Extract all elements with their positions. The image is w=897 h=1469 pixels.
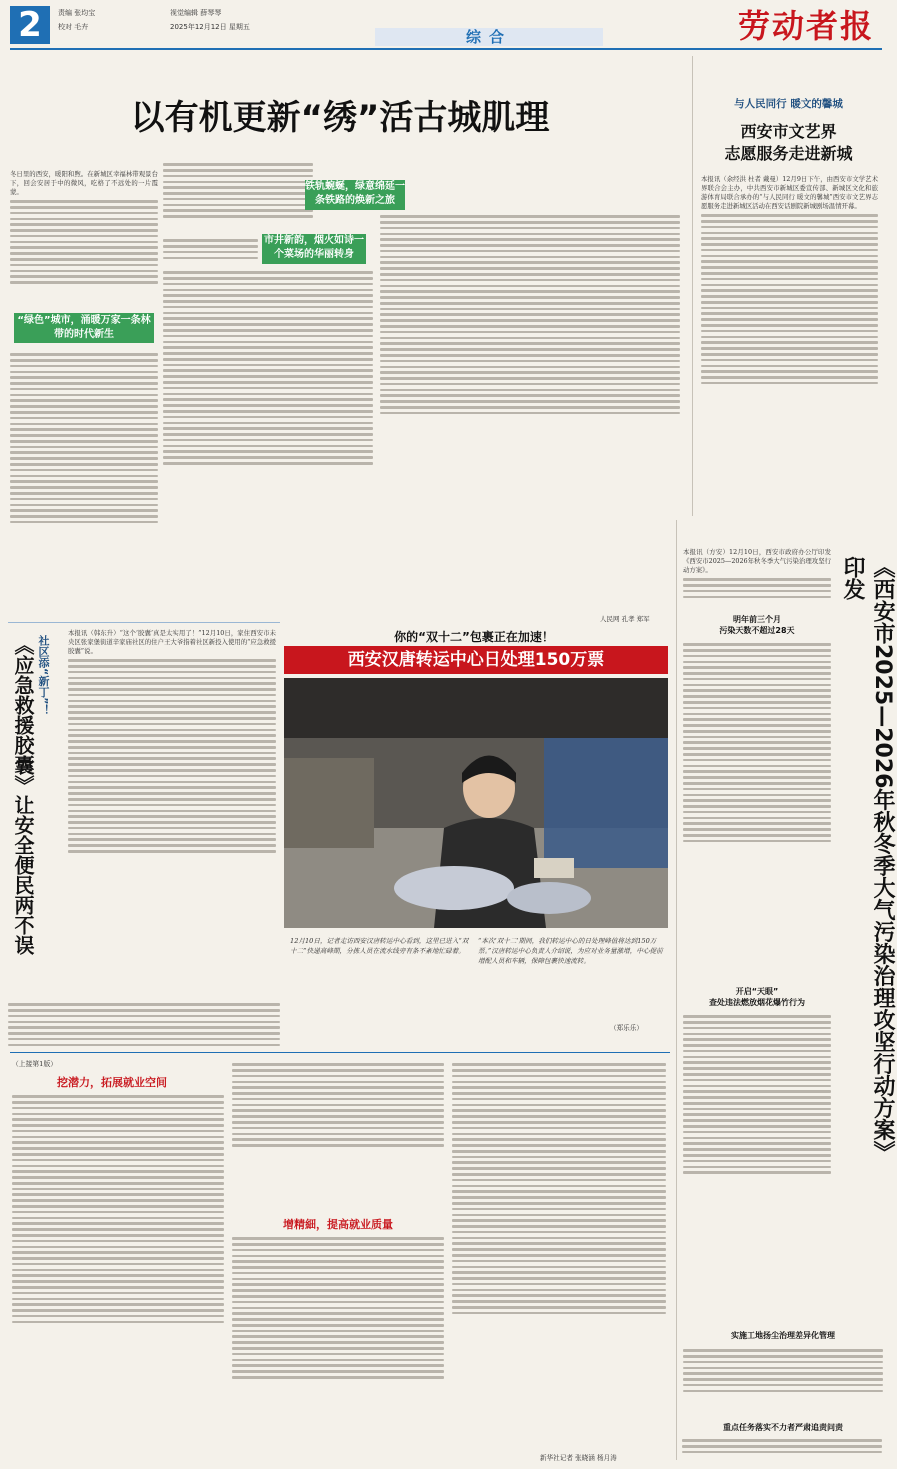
masthead-logo: 劳动者报 [737,7,874,45]
bottom-rule [10,1052,670,1053]
left-emergency-box [8,622,280,992]
air-plan-sub1: 明年前三个月 污染天数不超过28天 [719,615,795,635]
main-article-col2-top [163,160,313,230]
air-plan-body-4 [682,1436,882,1457]
volunteer-lead: 本报讯（余经洪 杜者 戴曼）12月9日下午，由西安市文学艺术界联合会主办，中共西安市新城区委宣传部、新城区文化和旅游体育局联合承办的“与人民同行 暖文的馨城”西安市文艺界志愿服务走进新城区活动在西安话剧院新城剧场温情开幕。 [701,175,878,384]
air-plan-lead: 本报讯（方安）12月10日，西安市政府办公厅印发《西安市2025—2026年秋冬季大气污染治理攻坚行动方案》。 [683,548,831,601]
volunteer-title-1: 西安市文艺界 [740,122,837,141]
subhead-forest-belt: “绿色”城市，涌暖万家一条林带的时代新生 [14,313,154,343]
header-rule [10,48,882,50]
courier-kicker: 你的“双十二”包裹正在加速！ [394,630,554,644]
employment-col3 [452,1060,666,1318]
emergency-title: 《应急救援胶囊》让安全便民两不误 [11,635,35,955]
right-air-plan-box [676,520,895,1460]
editor-credit: 责编 张均宝 [58,9,96,17]
air-plan-body-3 [683,1346,883,1395]
courier-banner: 西安汉唐转运中心日处理150万票 [284,646,668,674]
volunteer-title-2: 志愿服务走进新城 [724,144,853,163]
courier-caption-left: 12月10日，记者走访西安汉唐转运中心看到，这里已进入“双十二”快递高峰期，分拣人员在流水线旁有条不紊地忙碌着。 [290,937,469,955]
air-plan-sub3: 实施工地扬尘治理差异化管理 [731,1331,835,1340]
courier-worker-illustration [284,678,668,928]
continued-note: （上接第1版） [12,1060,58,1068]
emergency-subtitle: 社区添“新丁”！ [37,635,50,716]
subhead-market: 市井新韵，烟火如诗一个菜场的华丽转身 [262,234,366,264]
right-top-box [692,56,884,516]
section-label: 综合 [375,28,603,46]
emergency-body-bottom [8,1000,280,1049]
employment-sub2: 增精細，提高就业质量 [283,1218,393,1231]
main-article-col2-body [163,268,373,468]
main-article-col3-body [380,212,680,418]
employment-sub1: 挖潜力，拓展就业空间 [57,1076,167,1089]
main-article-intro: 冬日里的西安，暖阳和煦。在新城区幸福林带观景台下，回会安居于中的微风，吃格了不远处的一片霞蒙。 [10,170,158,287]
main-article-col1-body [10,350,158,527]
page-number: 2 [10,6,50,44]
employment-col1 [12,1092,224,1326]
main-article-col2-side [163,236,258,262]
main-headline: 以有机更新“绣”活古城肌理 [130,98,550,138]
courier-caption-right: “本次‘双十二’期间，我们转运中心的日处理峰值将达到150万票。”汉唐转运中心负责人介绍说，为应对业务量激增，中心提前增配人员和车辆，保障包裹快速流转。 [478,937,663,965]
courier-photo [284,678,668,928]
issue-date: 2025年12月12日 星期五 [170,23,250,31]
air-plan-sub4: 重点任务落实不力者严肃追责问责 [723,1423,843,1432]
visual-credit: 视觉编辑 薛琴琴 [170,9,222,17]
air-plan-sub2: 开启“天眼” 查处违法燃放烟花爆竹行为 [709,987,805,1007]
employment-col2-bottom [232,1234,444,1382]
employment-col2-top [232,1060,444,1150]
main-article-byline: 人民网 孔孝 郑军 [600,615,650,623]
air-plan-body-1 [683,640,831,846]
air-plan-title: 《西安市2025—2026年秋冬季大气污染治理攻坚行动方案》印发 [840,556,895,1163]
subhead-railway: 铁轨蜿蜒，绿意绵延一条铁路的焕新之旅 [305,180,405,210]
employment-byline: 新华社记者 张晓涵 杨月涛 [540,1454,617,1462]
air-plan-body-2 [683,1012,831,1177]
emergency-body: 本报讯（韩东升）“这个‘胶囊’真是太实用了！”12月10日，家住西安市未央区张家堡街道辛家庙社区的住户王大爷指着社区新投入使用的“应急救援胶囊”说。 [68,629,276,856]
courier-photo-credit: （郑乐乐） [610,1024,643,1032]
volunteer-kicker: 与人民同行 暖文的馨城 [734,98,843,110]
proof-credit: 校对 毛卉 [58,23,89,31]
